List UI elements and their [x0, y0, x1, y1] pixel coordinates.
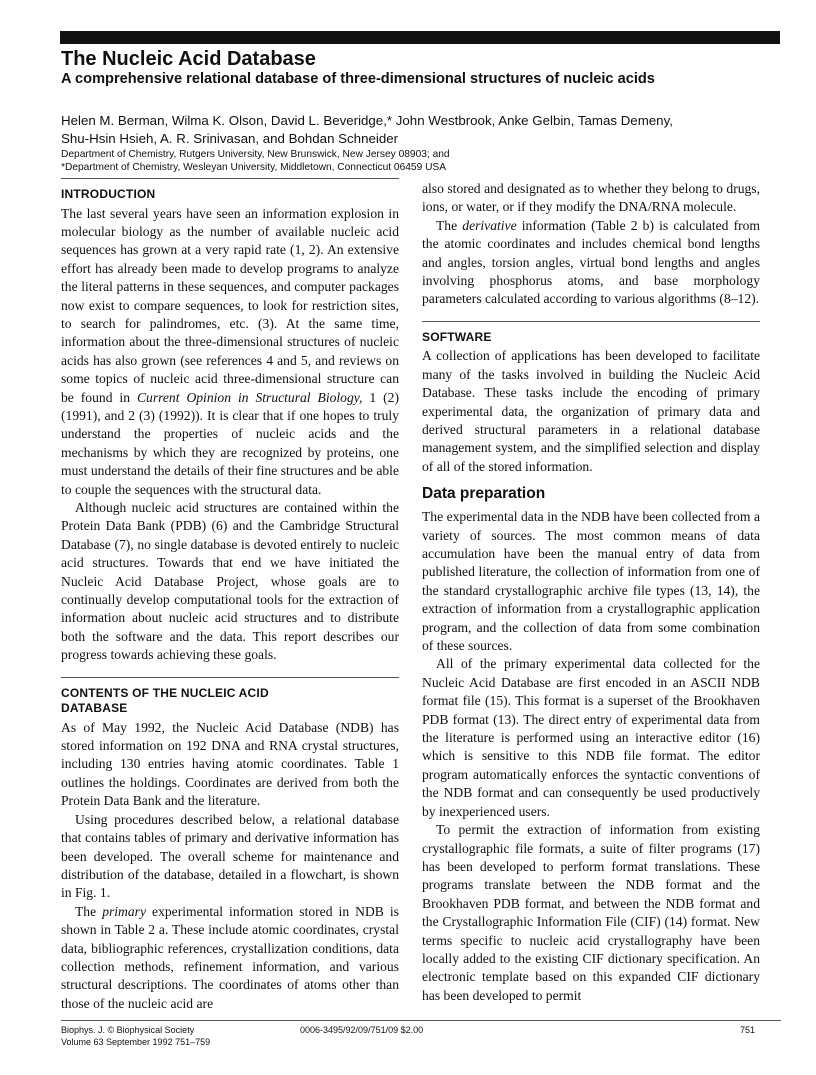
contents-heading-line-2: DATABASE [61, 701, 128, 716]
primary-term: primary [102, 903, 146, 919]
right-column [422, 180, 760, 1005]
software-paragraph: A collection of applications has been developed to facilitate many of the tasks involved in building the Nucleic Acid Database. These tasks include the encoding of primary experimental data, the organization of primary data and derived structural parameters in a relational database management system, and the simplified selection and display of all of the stored information. [422, 348, 760, 474]
contents-paragraph-2: Using procedures described below, a relational database that contains tables of primary and derivative information has been developed. The overall scheme for maintenance and distribution of the database, detailed in a flowchart, is shown in Fig. 1. [61, 811, 399, 901]
derivative-term: derivative [462, 217, 517, 233]
contents-p3-post: experimental information stored in NDB is shown in Table 2 a. These include atomic coordinates, crystal data, bibliographic references, crystallization conditions, data collection methods, refinement information, and various structural descriptions. The coordinates of atoms other than those of the nucleic acid are [61, 903, 399, 1011]
intro-p1-end: 1 (2) (1991), and 2 (3) (1992)). It is clear that if one hopes to truly understand the properties of nucleic acids and the mechanisms by which they are recognized by proteins, one must understand the details of their fine structures and be able to couple the sequences with the structural data. [61, 389, 399, 497]
section-rule [61, 178, 399, 179]
affiliations [61, 149, 781, 174]
contents-paragraph-1: As of May 1992, the Nucleic Acid Database (NDB) has stored information on 192 DNA and RNA crystal structures, including 130 entries having atomic coordinates. Table 1 outlines the holdings. Coordinates are derived from both the Protein Data Bank and the literature. [61, 719, 399, 809]
section-rule [61, 677, 399, 678]
contents-heading [61, 686, 399, 717]
authors-line-1: Helen M. Berman, Wilma K. Olson, David L. Beveridge,* John Westbrook, Anke Gelbin, Tamas Demeny, [61, 113, 673, 128]
section-rule [422, 321, 760, 322]
footer-journal: Biophys. J. © Biophysical Society [61, 1025, 195, 1035]
continued-paragraph: also stored and designated as to whether they belong to drugs, ions, or water, or if they modify the DNA/RNA molecule. [422, 181, 760, 215]
affiliation-1: Department of Chemistry, Rutgers University, New Brunswick, New Jersey 08903; and [61, 149, 450, 160]
page-number: 751 [740, 1025, 756, 1035]
data-prep-paragraph-3: To permit the extraction of information from existing crystallographic file formats, a suite of filter programs (17) has been developed to perform format translations. These programs translate between the NDB format and the Brookhaven PDB format, and between the NDB format and the Crystallographic Information File (CIF) (14) format. New terms specific to nucleic acid crystallography have been locally added to the existing CIF dictionary specification. An electronic template based on this expanded CIF dictionary has been developed to permit [422, 822, 760, 1003]
footer-volume: Volume 63 September 1992 751–759 [61, 1036, 211, 1047]
title-bar-rule [60, 31, 780, 44]
author-list [61, 112, 781, 148]
contents-paragraph-3 [61, 903, 399, 1013]
article-title: The Nucleic Acid Database [61, 48, 316, 70]
derivative-paragraph [422, 217, 760, 309]
intro-p1-text: The last several years have seen an information explosion in molecular biology as the number of available nucleic acid sequences has grown at a very rapid rate (1, 2). An extensive effort has already been made to develop programs to analyze the literal patterns in these sequences, and computer packages now exist to compare sequences, to look for restriction sites, to search for palindromes, etc. (3). At the same time, information about the three-dimensional structures of nucleic acids has also grown (see references 4 and 5, and reviews on some topics of nucleic acid three-dimensional structure can be found in [61, 205, 399, 405]
article-subtitle: A comprehensive relational database of three-dimensional structures of nucleic acids [61, 71, 655, 87]
data-preparation-heading: Data preparation [422, 485, 546, 503]
data-prep-paragraph-2: All of the primary experimental data collected for the Nucleic Acid Database are first encoded in an ASCII NDB format file (15). This format is a superset of the Brookhaven PDB format (13). The direct entry of experimental data from the literature is performed using an interactive editor (16) which is sensitive to this NDB file format. The editor program automatically enforces the syntactic conventions of the NDB format and can consequently be used productively by inexperienced users. [422, 656, 760, 819]
intro-paragraph-1 [61, 205, 399, 500]
footer-rule [61, 1020, 781, 1021]
left-column [61, 178, 399, 1013]
footer-citation [61, 1025, 210, 1048]
contents-p3-pre: The [75, 903, 97, 919]
authors-line-2: Shu-Hsin Hsieh, A. R. Srinivasan, and Bohdan Schneider [61, 131, 399, 146]
footer-code: 0006-3495/92/09/751/09 $2.00 [300, 1025, 424, 1035]
introduction-heading: INTRODUCTION [61, 187, 156, 201]
data-prep-paragraph-1: The experimental data in the NDB have been collected from a variety of sources. The most common means of data accumulation have been the manual entry of data from published literature, the collection of information from one of the standard crystallographic archive file types (13, 14), the extraction of information from a crystallographic application program, and the collection of data from some combination of these sources. [422, 509, 760, 654]
affiliation-2: *Department of Chemistry, Wesleyan University, Middletown, Connecticut 06459 USA [61, 161, 447, 173]
derivative-pre: The [436, 217, 458, 233]
contents-heading-line-1: CONTENTS OF THE NUCLEIC ACID [61, 685, 269, 700]
derivative-post: information (Table 2 b) is calculated from the atomic coordinates and includes chemical bond lengths and angles, torsion angles, virtual bond lengths and angles involving phosphorus atoms, and base morphology parameters calculated according to various algorithms (8–12). [422, 217, 760, 307]
software-heading: SOFTWARE [422, 329, 492, 344]
intro-paragraph-2: Although nucleic acid structures are contained within the Protein Data Bank (PDB) (6) and the Cambridge Structural Database (7), no single database is devoted entirely to nucleic acid structures. Towards that end we have initiated the Nucleic Acid Database Project, whose goals are to continually develop computational tools for the extraction of information about nucleic acid structures and to distribute both the software and the data. This report describes our progress towards achieving these goals. [61, 500, 399, 663]
journal-name: Current Opinion in Structural Biology, [136, 389, 363, 405]
